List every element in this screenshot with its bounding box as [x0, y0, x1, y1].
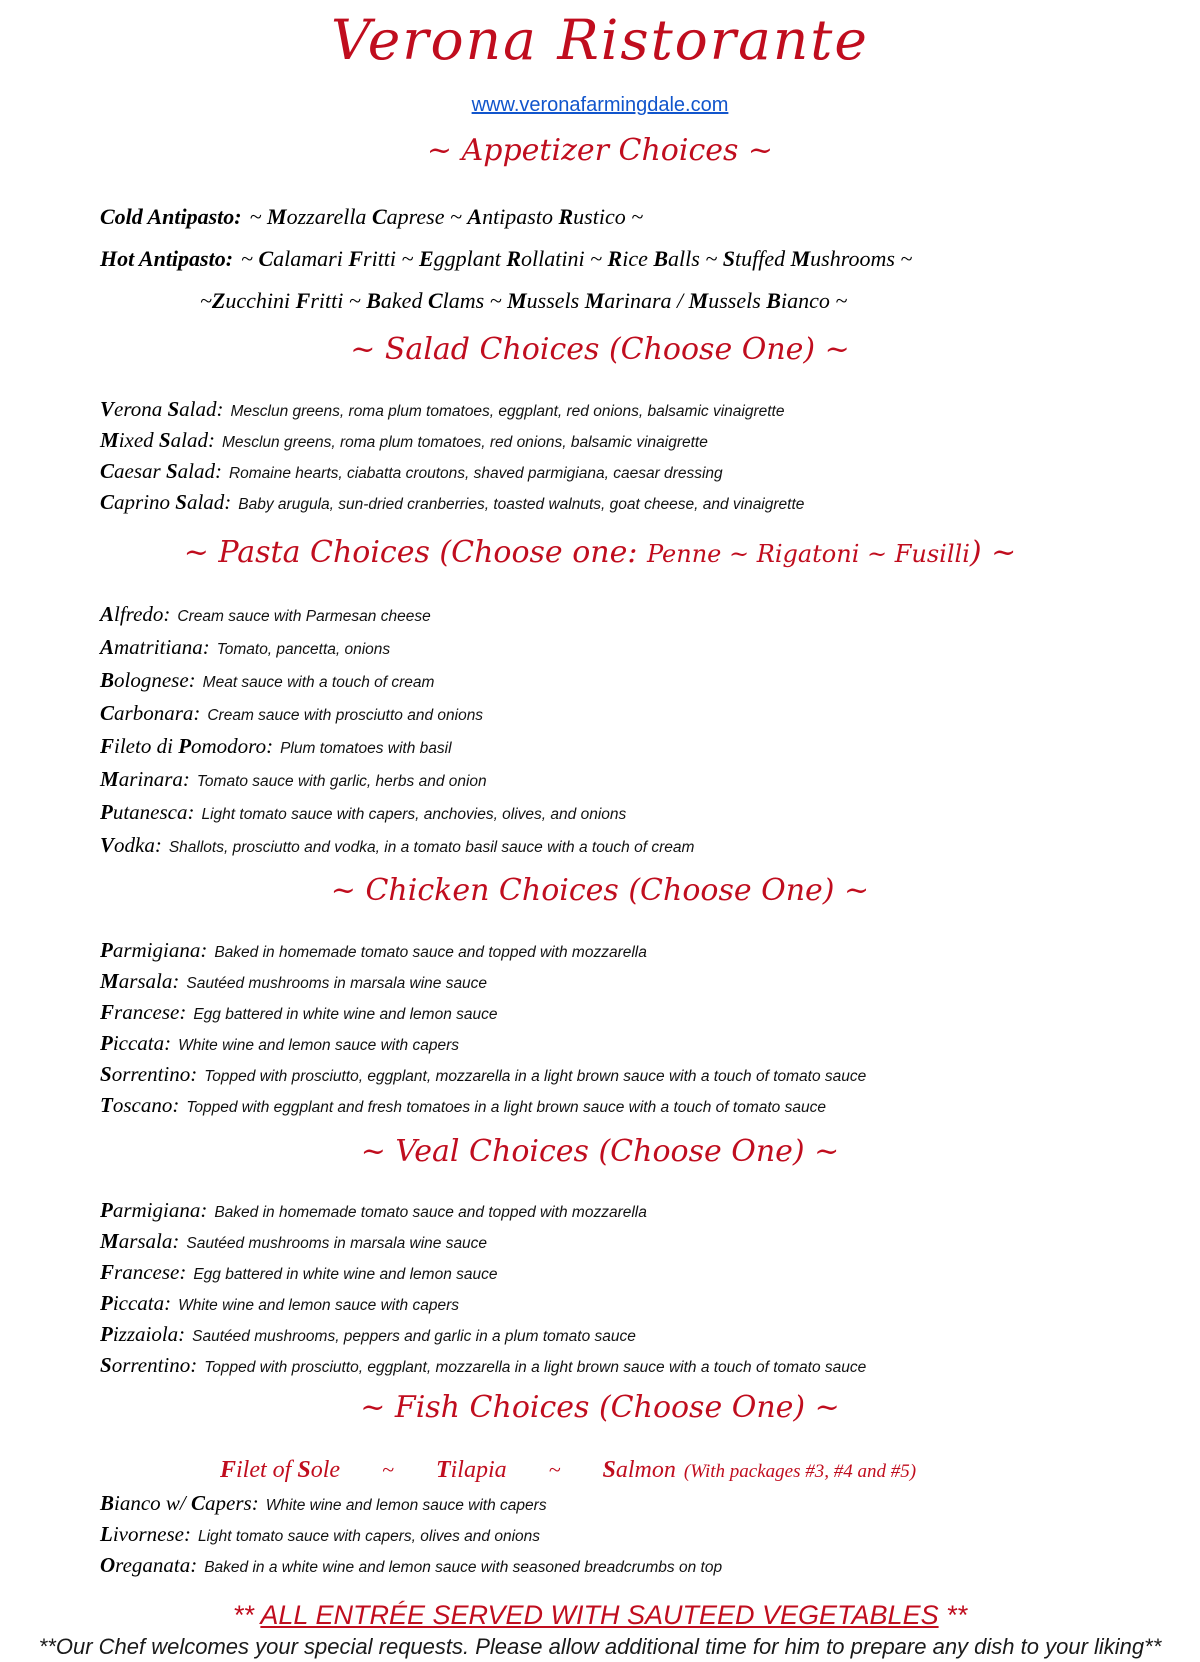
menu-item [100, 1551, 1200, 1582]
menu-item-name: Putanesca: [100, 799, 195, 824]
menu-item-name: Mixed Salad: [100, 427, 215, 452]
website-link[interactable]: www.veronafarmingdale.com [471, 94, 729, 116]
menu-item-name: Bolognese: [100, 667, 196, 692]
menu-item-desc: Shallots, prosciutto and vodka, in a tomato basil sauce with a touch of cream [168, 838, 695, 856]
menu-item [100, 1029, 1200, 1060]
menu-item-name: Livornese: [100, 1522, 191, 1547]
menu-item-desc: White wine and lemon sauce with capers [265, 1497, 547, 1515]
appetizer-items: ~Zucchini Fritti ~ Baked Clams ~ Mussels Marinara / Mussels Bianco ~ [200, 287, 848, 313]
menu-item-name: Parmigiana: [100, 1198, 208, 1223]
menu-item [100, 395, 1200, 426]
menu-item [100, 632, 1200, 665]
menu-item [100, 998, 1200, 1029]
menu-item [100, 1091, 1200, 1122]
chef-note: **Our Chef welcomes your special requests. Please allow additional time for him to prepare any dish to your liking** [38, 1634, 1162, 1660]
menu-item [100, 457, 1200, 488]
menu-item-desc: Light tomato sauce with capers, olives and onions [197, 1528, 541, 1546]
menu-item-name: Francese: [100, 999, 187, 1024]
section-chicken [0, 871, 1200, 1122]
menu-item-name: Bianco w/ Capers: [100, 1491, 259, 1516]
menu-item [100, 426, 1200, 457]
menu-item-desc: Egg battered in white wine and lemon sauce [193, 1266, 498, 1284]
menu-item [100, 665, 1200, 698]
menu-item-desc: Cream sauce with Parmesan cheese [177, 607, 431, 625]
menu-item-desc: White wine and lemon sauce with capers [178, 1297, 460, 1315]
section-veal [0, 1132, 1200, 1383]
menu-item-desc: Sautéed mushrooms, peppers and garlic in a plum tomato sauce [192, 1328, 636, 1346]
salads-header: ~ Salad Choices (Choose One) ~ [350, 331, 850, 367]
menu-item-name: Pizzaiola: [100, 1322, 186, 1347]
menu-item-desc: Topped with prosciutto, eggplant, mozzarella in a light brown sauce with a touch of tomato sauce [204, 1359, 867, 1377]
menu-item-desc: Mesclun greens, roma plum tomatoes, eggplant, red onions, balsamic vinaigrette [230, 402, 785, 420]
menu-item [100, 1196, 1200, 1227]
menu-item-desc: Topped with eggplant and fresh tomatoes in a light brown sauce with a touch of tomato sauce [186, 1098, 826, 1116]
entrees-note-suffix: ** [938, 1600, 968, 1631]
menu-item [100, 936, 1200, 967]
menu-item-name: Marsala: [100, 1229, 180, 1254]
menu-item-desc: Tomato, pancetta, onions [216, 640, 391, 658]
menu-item-name: Verona Salad: [100, 396, 224, 421]
fish-variety: Salmon [602, 1457, 676, 1484]
website-line [0, 91, 1200, 119]
menu-item [100, 1520, 1200, 1551]
appetizer-items: ~ Calamari Fritti ~ Eggplant Rollatini ~ Rice Balls ~ Stuffed Mushrooms ~ [241, 245, 913, 271]
appetizer-line-hot [100, 238, 1200, 280]
menu-item [100, 1351, 1200, 1382]
menu-item-name: Vodka: [100, 832, 162, 857]
menu-item-desc: Baked in homemade tomato sauce and topped with mozzarella [214, 943, 647, 961]
menu-item [100, 967, 1200, 998]
restaurant-title: Verona Ristorante [331, 8, 869, 72]
menu-item-name: Sorrentino: [100, 1353, 198, 1378]
menu-item-name: Alfredo: [100, 601, 171, 626]
menu-item-desc: Cream sauce with prosciutto and onions [207, 706, 484, 724]
menu-item-name: Francese: [100, 1260, 187, 1285]
appetizer-items: ~ Mozzarella Caprese ~ Antipasto Rustico ~ [249, 203, 644, 229]
menu-item [100, 797, 1200, 830]
pastas-header [0, 533, 1200, 574]
menu-page [0, 6, 1200, 1660]
section-salads [0, 330, 1200, 519]
menu-item [100, 731, 1200, 764]
fish-variety: Filet of Sole [220, 1457, 341, 1484]
menu-item-desc: Baked in homemade tomato sauce and topped with mozzarella [214, 1204, 647, 1222]
menu-item-name: Sorrentino: [100, 1061, 198, 1086]
menu-item-name: Parmigiana: [100, 937, 208, 962]
menu-item [100, 1320, 1200, 1351]
menu-item-desc: Plum tomatoes with basil [280, 739, 452, 757]
menu-item [100, 1489, 1200, 1520]
pastas-header-shapes: Penne ~ Rigatoni ~ Fusilli [646, 539, 970, 568]
menu-item-desc: Egg battered in white wine and lemon sauce [193, 1005, 498, 1023]
menu-item-name: Marsala: [100, 968, 180, 993]
menu-item [100, 698, 1200, 731]
menu-item [100, 764, 1200, 797]
section-fish [0, 1388, 1200, 1582]
appetizer-label: Hot Antipasto: [100, 245, 234, 271]
menu-item-desc: Sautéed mushrooms in marsala wine sauce [186, 1235, 488, 1253]
menu-item-name: Caprino Salad: [100, 489, 232, 514]
menu-item-desc: White wine and lemon sauce with capers [178, 1036, 460, 1054]
section-pastas [0, 533, 1200, 863]
menu-item-desc: Sautéed mushrooms in marsala wine sauce [186, 974, 488, 992]
menu-item-desc: Topped with prosciutto, eggplant, mozzarella in a light brown sauce with a touch of tomato sauce [204, 1067, 867, 1085]
entrees-note-text: ALL ENTRÉE SERVED WITH SAUTEED VEGETABLES [260, 1600, 939, 1631]
entrees-note [0, 1598, 1200, 1632]
menu-item-desc: Light tomato sauce with capers, anchovies, olives, and onions [201, 805, 627, 823]
pastas-header-main: ~ Pasta Choices (Choose one: [183, 534, 647, 570]
menu-item-name: Carbonara: [100, 700, 201, 725]
menu-item-desc: Tomato sauce with garlic, herbs and onion [196, 772, 487, 790]
tilde-separator: ~ [382, 1457, 394, 1483]
menu-item [100, 1258, 1200, 1289]
menu-item-desc: Mesclun greens, roma plum tomatoes, red onions, balsamic vinaigrette [221, 433, 708, 451]
menu-item [100, 830, 1200, 863]
menu-item-name: Oreganata: [100, 1553, 198, 1578]
pastas-header-end: ) ~ [969, 534, 1017, 570]
menu-item [100, 599, 1200, 632]
veal-header: ~ Veal Choices (Choose One) ~ [360, 1133, 840, 1169]
fish-variety: Tilapia [435, 1457, 507, 1484]
appetizer-label: Cold Antipasto: [100, 203, 242, 229]
menu-item [100, 1060, 1200, 1091]
menu-item-name: Piccata: [100, 1030, 172, 1055]
tilde-separator: ~ [548, 1457, 561, 1483]
entrees-note-prefix: ** [232, 1600, 261, 1631]
menu-item-name: Caesar Salad: [100, 458, 222, 483]
menu-item-name: Piccata: [100, 1291, 172, 1316]
appetizer-line-cold [100, 196, 1200, 238]
section-appetizers [0, 131, 1200, 322]
menu-item-name: Marinara: [100, 766, 190, 791]
fish-varieties-line [220, 1453, 1200, 1489]
menu-item-desc: Baked in a white wine and lemon sauce with seasoned breadcrumbs on top [204, 1559, 723, 1577]
chicken-header: ~ Chicken Choices (Choose One) ~ [330, 872, 870, 908]
menu-item-name: Amatritiana: [100, 634, 210, 659]
menu-item [100, 488, 1200, 519]
menu-item [100, 1227, 1200, 1258]
appetizer-line-more [200, 280, 1200, 322]
menu-item-name: Toscano: [100, 1092, 180, 1117]
fish-header: ~ Fish Choices (Choose One) ~ [360, 1390, 840, 1426]
menu-item-desc: Meat sauce with a touch of cream [202, 673, 435, 691]
fish-packages-note: (With packages #3, #4 and #5) [683, 1461, 917, 1483]
menu-item-desc: Baby arugula, sun-dried cranberries, toasted walnuts, goat cheese, and vinaigrette [238, 495, 805, 513]
menu-item [100, 1289, 1200, 1320]
appetizers-header: ~ Appetizer Choices ~ [426, 133, 774, 168]
menu-item-desc: Romaine hearts, ciabatta croutons, shaved parmigiana, caesar dressing [228, 464, 723, 482]
menu-item-name: Fileto di Pomodoro: [100, 733, 274, 758]
